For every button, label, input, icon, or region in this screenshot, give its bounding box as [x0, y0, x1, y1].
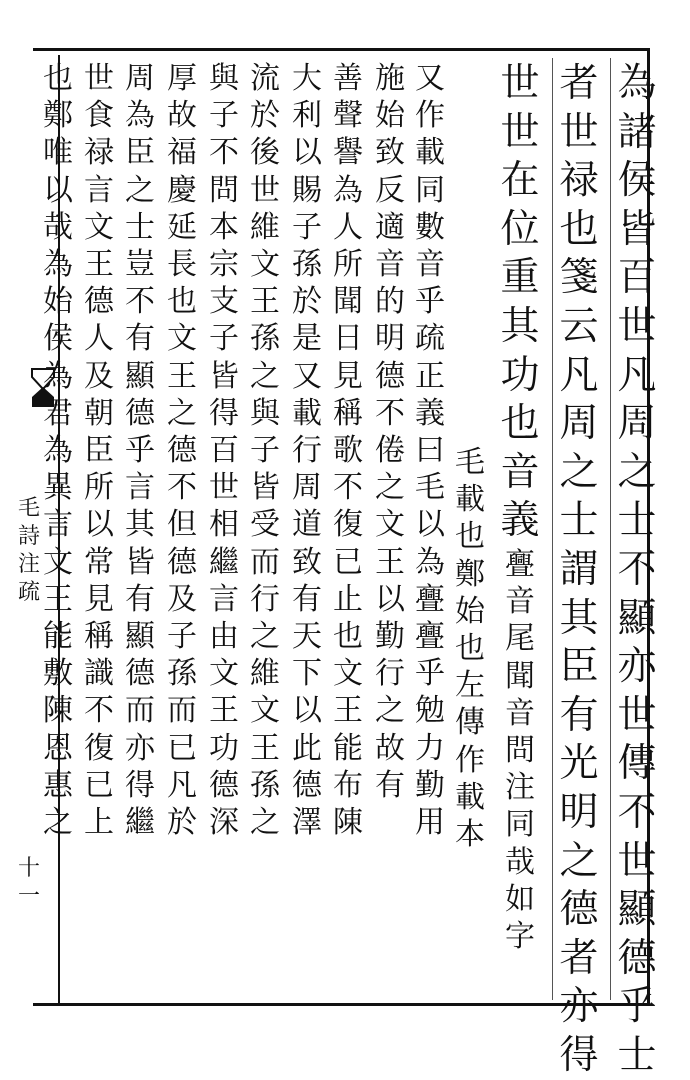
margin-book-title: 毛 詩 注 疏 — [17, 496, 40, 605]
text-column: 為 諸 侯 皆 百 世 凡 周 之 士 不 顯 亦 世 傳 不 世 顯 德 乎 士 — [617, 61, 657, 1078]
text-column: 也 鄭 唯 以 哉 為 始 侯 為 君 為 異 言 文 王 能 敷 陳 恩 惠 之 — [43, 61, 73, 841]
text-column: 流 於 後 世 維 文 王 孫 之 與 子 皆 受 而 行 之 維 文 王 孫 之 — [250, 61, 280, 841]
column-rule — [552, 58, 553, 1000]
text-column: 與 子 不 問 本 宗 支 子 皆 得 百 世 相 繼 言 由 文 王 功 德 深 — [209, 61, 239, 841]
text-column: 厚 故 福 慶 延 長 也 文 王 之 德 不 但 德 及 子 孫 而 已 凡 於 — [167, 61, 197, 841]
text-column: 大 利 以 賜 子 孫 於 是 又 載 行 周 道 致 有 天 下 以 此 德 澤 — [292, 61, 322, 841]
column-rule — [610, 58, 611, 1000]
text-column: 者 世 禄 也 箋 云 凡 周 之 士 謂 其 臣 有 光 明 之 德 者 亦 得 — [559, 61, 599, 1078]
text-column: 毛 載 也 鄭 始 也 左 傳 作 載 本 — [455, 445, 485, 853]
text-column: 又 作 載 同 數 音 乎 疏 正 義 曰 毛 以 為 亹 亹 乎 勉 力 勤 用 — [415, 61, 445, 841]
text-column: 世 食 禄 言 文 王 德 人 及 朝 臣 所 以 常 見 稱 識 不 復 已 上 — [84, 61, 114, 841]
text-column: 世 世 在 位 重 其 功 也 音 義 亹 音 尾 聞 音 問 注 同 哉 如 字 — [500, 61, 540, 954]
text-column: 善 聲 譽 為 人 所 聞 日 見 稱 歌 不 復 已 止 也 文 王 能 布 陳 — [333, 61, 363, 841]
margin-page-number: 十 一 — [17, 856, 40, 909]
text-column: 施 始 致 反 適 音 的 明 德 不 倦 之 文 王 以 勤 行 之 故 有 — [375, 61, 405, 803]
text-column: 周 為 臣 之 士 豈 不 有 顯 德 乎 言 其 皆 有 顯 德 而 亦 得 繼 — [125, 61, 155, 841]
